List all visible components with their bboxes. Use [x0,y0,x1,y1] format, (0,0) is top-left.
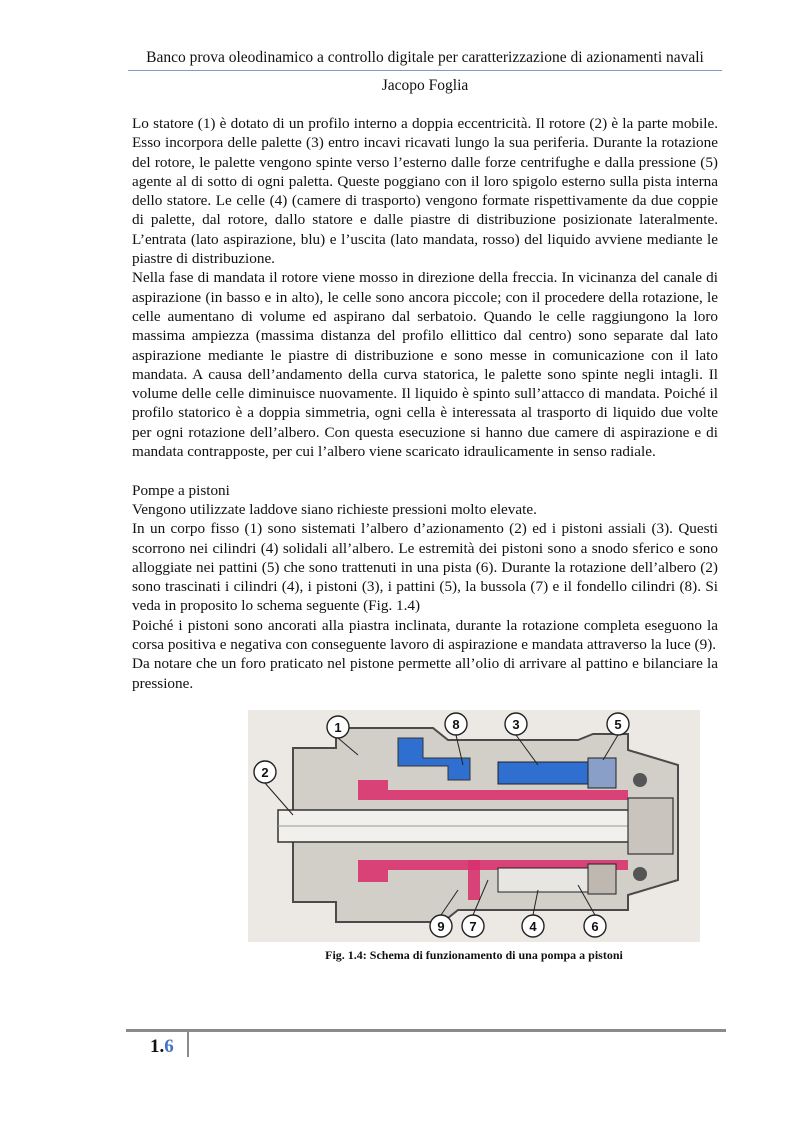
page-number [150,1036,174,1058]
running-header-title: Banco prova oleodinamico a controllo digitale per caratterizzazione di azionamenti navali [146,49,704,66]
piston-pump-figure [248,710,700,942]
header-rule [128,70,722,71]
paragraph-gap [132,461,718,480]
paragraph-delivery-phase: Nella fase di mandata il rotore viene mosso in direzione della freccia. In vicinanza del canale di aspirazione (in basso e in alto), le celle sono ancora piccole; con il procedere della rotazione, le celle aumentano di volume ed aspirano dal serbatoio. Quando le celle raggiungono la loro massima ampiezza (massima distanza del profilo ellittico dal centro) sono separate dal lato aspirazione mediante le piastre di distribuzione e sono messe in comunicazione con il lato mandata. A causa dell’andamento della curva statorica, le palette sono spinte negli intagli. Il volume delle celle diminuisce nuovamente. Il liquido è spinto sull’attacco di mandata. Poiché il profilo statorico è a doppia simmetria, ogni cella è interessata al trasporto di liquido due volte per ogni rotazione dell’albero. Con questa esecuzione si hanno due camere di aspirazione e di mandata contrapposte, per cui l’albero viene scaricato idraulicamente in senso radiale. [132,269,718,461]
callout-label: 7 [469,919,477,934]
callout-label: 9 [437,919,445,934]
paragraph-stroke: Poiché i pistoni sono ancorati alla piastra inclinata, durante la rotazione completa eseguono la corsa positiva e negativa con conseguente lavoro di aspirazione e mandata attraverso la luce (9). [132,616,718,654]
paragraph-note: Da notare che un foro praticato nel pistone permette all’olio di arrivare al pattino e bilanciare la pressione. [132,655,718,692]
paragraph-stator: Lo statore (1) è dotato di un profilo interno a doppia eccentricità. Il rotore (2) è la parte mobile. Esso incorpora delle palette (3) entro incavi ricavati lungo la sua periferia. Durante la rotazione del rotore, le palette vengono spinte verso l’esterno dalle forze centrifughe e dalla pressione (5) agente al di sotto di ogni paletta. Queste poggiano con il loro spigolo esterno sulla pista interna dello statore. Le celle (4) (camere di trasporto) vengono formate rispettivamente da due coppie di palette, dal rotore, dallo statore e dalle piastre di distribuzione posizionate lateralmente. L’entrata (lato aspirazione, blu) e l’uscita (lato mandata, rosso) del liquido avviene mediante le piastre di distribuzione. [132,115,718,268]
piston-pump-schematic [248,710,700,942]
callout-label: 3 [512,717,520,732]
body-text [132,114,718,693]
callout-label: 8 [452,717,460,732]
figure-caption: Fig. 1.4: Schema di funzionamento di una pompa a pistoni [325,948,623,962]
paragraph-components: In un corpo fisso (1) sono sistemati l’albero d’azionamento (2) ed i pistoni assiali (3). Questi scorrono nei cilindri (4) solidali all’albero. Le estremità dei pistoni sono a snodo sferico e sono alloggiate nei pattini (5) che sono trattenuti in una pista (6). Durante la rotazione dell’albero (2) sono trascinati i cilindri (4), i pistoni (3), i pattini (5), la bussola (7) e il fondello cilindri (8). Si veda in proposito lo schema seguente (Fig. 1.4) [132,520,718,615]
callout-label: 5 [614,717,622,732]
callout-label: 2 [261,765,269,780]
callout-label: 4 [529,919,537,934]
callout-label: 6 [591,919,599,934]
page-number-value: 6 [164,1036,174,1057]
chapter-number: 1. [150,1036,165,1057]
paragraph-usage: Vengono utilizzate laddove siano richieste pressioni molto elevate. [132,500,537,518]
footer-rule [126,1029,726,1032]
running-header-author: Jacopo Foglia [381,77,469,94]
footer-divider [187,1032,189,1057]
callout-label: 1 [334,720,342,735]
section-title: Pompe a pistoni [132,481,230,499]
